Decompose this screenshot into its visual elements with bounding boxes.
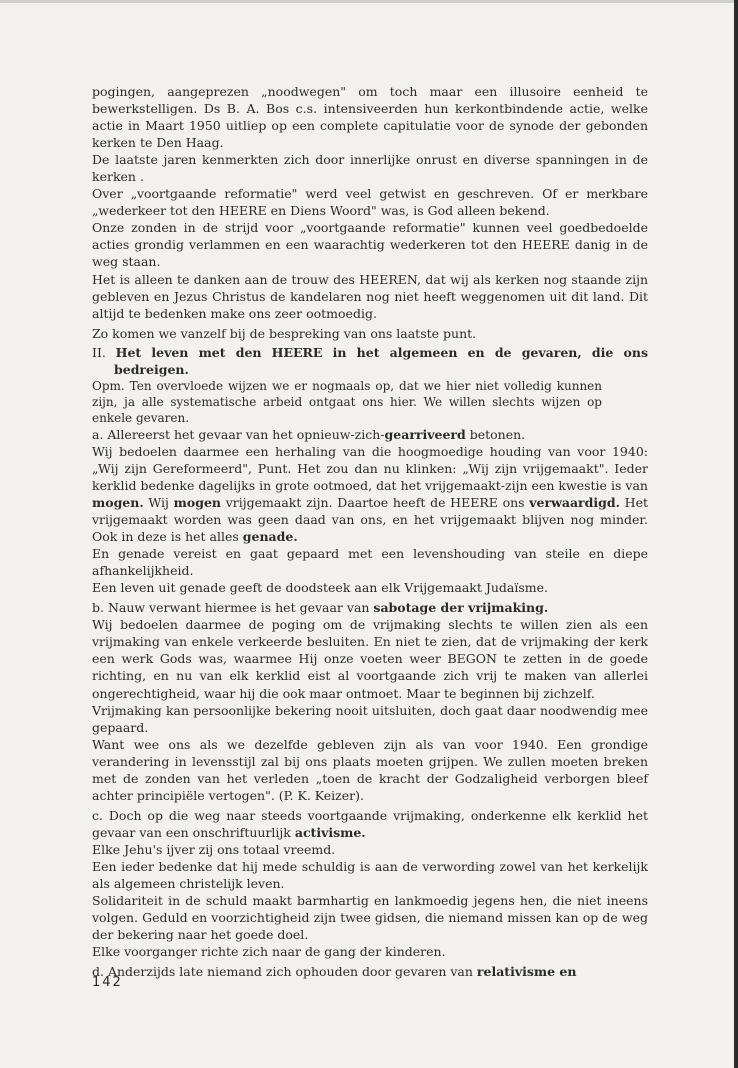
section-number: II. xyxy=(92,344,106,360)
text-run: vrijgemaakt zijn. Daartoe heeft de HEERE ons xyxy=(221,494,530,510)
point-d-heading xyxy=(92,963,648,980)
bold-run: genade. xyxy=(242,529,298,545)
point-a-prefix: a. Allereerst het gevaar van het opnieuw-zich- xyxy=(92,426,385,442)
section-title: Het leven met den HEERE in het algemeen en de gevaren, die ons bedreigen. xyxy=(114,344,648,377)
paragraph: Elke Jehu's ijver zij ons totaal vreemd. xyxy=(92,841,336,857)
text-run: Wij xyxy=(143,494,174,510)
point-c-heading xyxy=(92,807,648,841)
bold-run: verwaardigd. xyxy=(529,494,620,510)
text-run: Wij bedoelen daarmee een herhaling van die hoogmoedige houding van voor 1940: „Wij zijn Gereformeerd", Punt. Het zou dan nu klinken: „Wij zijn vrijgemaakt". Ieder kerklid bedenke dagelijks in grote ootmoed, dat het vrijgemaakt-zijn een kwestie is van xyxy=(92,443,648,493)
paragraph: Zo komen we vanzelf bij de bespreking van ons laatste punt. xyxy=(92,325,477,341)
point-a-heading xyxy=(92,426,648,443)
paragraph: En genade vereist en gaat gepaard met een levenshouding van steile en diepe afhankelijkheid. xyxy=(92,546,648,579)
paragraph: Het is alleen te danken aan de trouw des HEEREN, dat wij als kerken nog staande zijn gebleven en Jezus Christus de kandelaren nog niet heeft weggenomen uit dit land. Dit altijd te bedenken make ons zeer ootmoedig. xyxy=(92,271,648,321)
paragraph: Want wee ons als we dezelfde gebleven zijn als van voor 1940. Een grondige verandering in levensstijl zal bij ons plaats moeten grijpen. We zullen moeten breken met de zonden van het verleden „toen de kracht der Godzaligheid verborgen bleef achter principiële vertogen". (P. K. Keizer). xyxy=(92,736,648,803)
section-note: Opm. Ten overvloede wijzen we er nogmaals op, dat we hier niet volledig kunnen zijn, ja alle systematische arbeid ontgaat ons hier. We willen slechts wijzen op enkele gevaren. xyxy=(92,378,602,425)
paragraph: Solidariteit in de schuld maakt barmhartig en lankmoedig jegens hen, die niet ineens volgen. Geduld en voorzichtigheid zijn twee gidsen, die niemand missen kan op de weg der bekering naar het goede doel. xyxy=(92,893,648,943)
paragraph: De laatste jaren kenmerkten zich door innerlijke onrust en diverse spanningen in de kerken . xyxy=(92,152,648,185)
paragraph: Een ieder bedenke dat hij mede schuldig is aan de verwording zowel van het kerkelijk als algemeen christelijk leven. xyxy=(92,858,648,892)
paragraph: Een leven uit genade geeft de doodsteek aan elk Vrijgemaakt Judaïsme. xyxy=(92,580,548,596)
point-b-bold: sabotage der vrijmaking. xyxy=(373,600,549,616)
paragraph: Onze zonden in de strijd voor „voortgaande reformatie" kunnen veel goedbedoelde acties grondig verlammen en een waarachtig wederkeren tot den HEERE danig in de weg staan. xyxy=(92,220,648,270)
point-a-bold: gearriveerd xyxy=(384,426,466,442)
text-run: Het vrijgemaakt worden was geen daad van ons, en het vrijgemaakt blijven nog minder. Ook in deze is het alles xyxy=(92,494,649,545)
point-b-prefix: b. Nauw verwant hiermee is het gevaar van xyxy=(92,600,374,616)
body-text xyxy=(92,83,648,980)
point-d-bold: relativisme en xyxy=(476,964,577,980)
paragraph: Vrijmaking kan persoonlijke bekering nooit uitsluiten, doch gaat daar noodwendig mee gepaard. xyxy=(92,702,648,735)
point-a-suffix: betonen. xyxy=(465,426,526,442)
paragraph: Elke voorganger richte zich naar de gang der kinderen. xyxy=(92,944,446,960)
point-c-prefix: c. Doch op die weg naar steeds voortgaande vrijmaking, onderkenne elk kerklid het gevaar van een onschriftuurlijk xyxy=(92,807,648,840)
paragraph: Wij bedoelen daarmee de poging om de vrijmaking slechts te willen zien als een vrijmaking van enkele verkeerde besluiten. En niet te zien, dat de vrijmaking der kerk een werk Gods was, waarmee Hij onze voeten weer BEGON te zetten in de goede richting, en nu van elk kerklid eist al voortgaande zich vrij te maken van allerlei ongerechtigheid, waar hij die ook maar ontmoet. Maar te beginnen bij zichzelf. xyxy=(92,617,648,701)
page-number: 142 xyxy=(92,975,123,990)
page-right-edge xyxy=(734,0,738,1068)
paragraph: pogingen, aangeprezen „noodwegen" om toch maar een illusoire eenheid te bewerkstelligen. Ds B. A. Bos c.s. intensiveerden hun kerkontbindende actie, welke actie in Maart 1950 uitliep op een complete capitulatie voor de synode der gebonden kerken te Den Haag. xyxy=(92,84,648,151)
point-d-prefix: d. Anderzijds late niemand zich ophouden door gevaren van xyxy=(92,964,477,980)
section-heading xyxy=(92,344,648,378)
page-top-edge xyxy=(0,0,738,3)
bold-run: mogen xyxy=(173,494,221,510)
point-b-heading xyxy=(92,599,648,616)
point-a-paragraph xyxy=(92,443,648,545)
bold-run: mogen. xyxy=(92,494,144,510)
point-c-bold: activisme. xyxy=(294,824,366,840)
paragraph: Over „voortgaande reformatie" werd veel getwist en geschreven. Of er merkbare „wederkeer tot den HEERE en Diens Woord" was, is God alleen bekend. xyxy=(92,186,648,219)
